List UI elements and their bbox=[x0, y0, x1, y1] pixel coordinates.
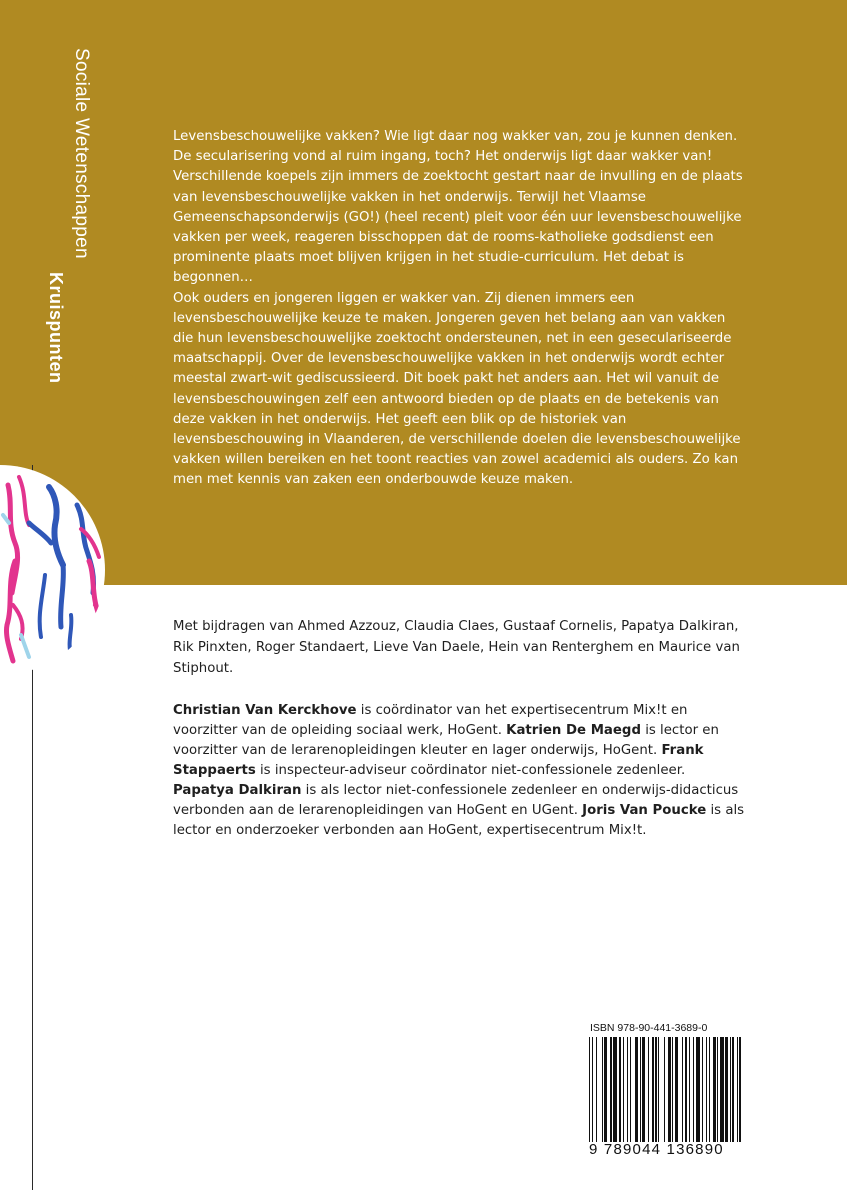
isbn-label: ISBN 978-90-441-3689-0 bbox=[590, 1022, 708, 1034]
author-bio: is coördinator van het expertisecentrum Mix!t en voorzitter van de opleiding sociaal werk, HoGent. bbox=[173, 703, 688, 738]
series-title: Sociale Wetenschappen bbox=[71, 48, 92, 259]
author-bio: is inspecteur-adviseur coördinator niet-confessionele zedenleer. bbox=[255, 763, 686, 778]
author-name: Joris Van Poucke bbox=[582, 803, 707, 818]
isbn-barcode bbox=[589, 1037, 741, 1142]
subseries-title: Kruispunten bbox=[46, 272, 66, 384]
author-name: Papatya Dalkiran bbox=[173, 783, 302, 798]
blurb-paragraph: Levensbeschouwelijke vakken? Wie ligt daar nog wakker van, zou je kunnen denken. De secularisering vond al ruim ingang, toch? Het onderwijs ligt daar wakker van! Verschillende koepels zijn immers de zoektocht gestart naar de invulling en de plaats van levensbeschouwelijke vakken in het onderwijs. Terwijl het Vlaamse Gemeenschapsonderwijs (GO!) (heel recent) pleit voor één uur levensbeschouwelijke vakken per week, reageren bisschoppen dat de rooms-katholieke godsdienst een prominente plaats moet blijven krijgen in het studie-curriculum. Het debat is begonnen… bbox=[173, 129, 743, 286]
author-bios bbox=[173, 701, 745, 841]
barcode-bar bbox=[739, 1037, 740, 1142]
author-bio: is lector en voorzitter van de lerarenopleidingen kleuter en lager onderwijs, HoGent. bbox=[173, 723, 719, 758]
back-cover-blurb bbox=[173, 127, 743, 491]
contributors-text: Met bijdragen van Ahmed Azzouz, Claudia Claes, Gustaaf Cornelis, Papatya Dalkiran, Rik Pinxten, Roger Standaert, Lieve Van Daele, Hein van Renterghem en Maurice van Stiphout. bbox=[173, 619, 740, 676]
author-name: Christian Van Kerckhove bbox=[173, 703, 357, 718]
author-bio: is als lector niet-confessionele zedenleer en onderwijs-didacticus verbonden aan de lerarenopleidingen van HoGent en UGent. bbox=[173, 783, 739, 818]
author-bio: is als lector en onderzoeker verbonden aan HoGent, expertisecentrum Mix!t. bbox=[173, 803, 745, 838]
author-name: Katrien De Maegd bbox=[506, 723, 641, 738]
blurb-paragraph: Ook ouders en jongeren liggen er wakker van. Zij dienen immers een levensbeschouwelijke keuze te maken. Jongeren geven het belang aan van vakken die hun levensbeschouwelijke zoektocht ondersteunen, net in een geseculariseerde maatschappij. Over de levensbeschouwelijke vakken in het onderwijs wordt echter meestal zwart-wit gediscussieerd. Dit boek pakt het anders aan. Het wil vanuit de levensbeschouwingen zelf een antwoord bieden op de plaats en de betekenis van deze vakken in het onderwijs. Het geeft een blik op de historiek van levensbeschouwing in Vlaanderen, de verschillende doelen die levensbeschouwelijke vakken willen bereiken en het toont reacties van zowel academici als ouders. Zo kan men met kennis van zaken een onderbouwde keuze maken. bbox=[173, 290, 741, 488]
author-name: Frank Stappaerts bbox=[173, 743, 704, 778]
isbn-digits: 9 789044 136890 bbox=[589, 1141, 724, 1158]
